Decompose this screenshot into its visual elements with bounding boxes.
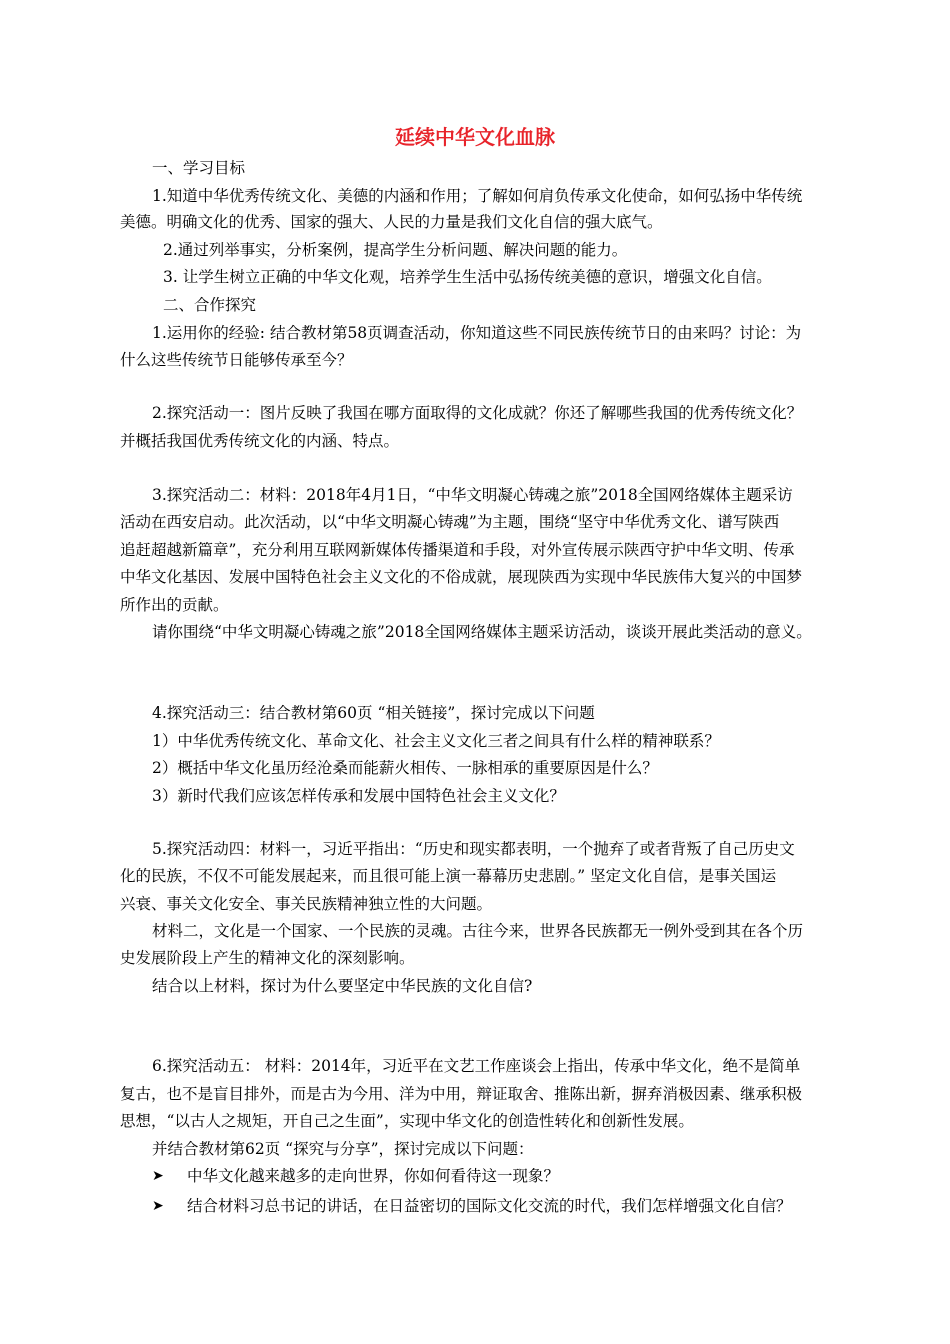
question-5-line-1: 5.探究活动四：材料一，习近平指出：“历史和现实都表明，一个抛弃了或者背叛了自己历史文 [152,840,795,858]
objective-1-line-1: 1.知道中华优秀传统文化、美德的内涵和作用；了解如何肩负传承文化使命，如何弘扬中华传统 [152,187,803,205]
objective-1-line-2: 美德。明确文化的优秀、国家的强大、人民的力量是我们文化自信的强大底气。 [120,213,663,231]
question-3-line-5: 所作出的贡献。 [120,596,229,614]
question-3-line-1: 3.探究活动二：材料：2018年4月1日，“中华文明凝心铸魂之旅”2018全国网络媒体主题采访 [152,486,793,504]
arrowhead-bullet-icon: ➤ [152,1168,164,1184]
question-4-item-1: 1）中华优秀传统文化、革命文化、社会主义文化三者之间具有什么样的精神联系？ [152,732,720,750]
question-5-line-4: 材料二，文化是一个国家、一个民族的灵魂。古往今来，世界各民族都无一例外受到其在各个历 [152,922,804,940]
question-3-prompt: 请你围绕“中华文明凝心铸魂之旅”2018全国网络媒体主题采访活动，谈谈开展此类活动的意义。 [152,623,812,641]
question-6-bullet-1: 中华文化越来越多的走向世界，你如何看待这一现象？ [187,1167,560,1185]
question-2-line-2: 并概括我国优秀传统文化的内涵、特点。 [120,432,400,450]
question-4-item-2: 2）概括中华文化虽历经沧桑而能薪火相传、一脉相承的重要原因是什么？ [152,759,658,777]
question-3-line-2: 活动在西安启动。此次活动，以“中华文明凝心铸魂”为主题，围绕“坚守中华优秀文化、谱写陕西 [120,513,780,531]
question-6-line-4: 并结合教材第62页 “探究与分享”，探讨完成以下问题： [152,1140,534,1158]
question-6-line-3: 思想，“以古人之规矩，开自己之生面”，实现中华文化的创造性转化和创新性发展。 [120,1112,694,1130]
question-2-line-1: 2.探究活动一：图片反映了我国在哪方面取得的文化成就？你还了解哪些我国的优秀传统文化？ [152,404,803,422]
question-5-line-5: 史发展阶段上产生的精神文化的深刻影响。 [120,949,415,967]
objective-2: 2.通过列举事实，分析案例，提高学生分析问题、解决问题的能力。 [163,241,628,259]
question-3-line-3: 追赶超越新篇章”，充分利用互联网新媒体传播渠道和手段，对外宣传展示陕西守护中华文明、传承 [120,541,795,559]
question-6-bullet-2: 结合材料习总书记的讲话，在日益密切的国际文化交流的时代，我们怎样增强文化自信？ [187,1197,792,1215]
page-title: 延续中华文化血脉 [395,125,555,149]
question-5-line-2: 化的民族，不仅不可能发展起来，而且很可能上演一幕幕历史悲剧。” 坚定文化自信，是事关国运 [120,867,777,885]
question-5-prompt: 结合以上材料，探讨为什么要坚定中华民族的文化自信? [152,977,533,995]
question-6-line-1: 6.探究活动五： 材料：2014年，习近平在文艺工作座谈会上指出，传承中华文化，绝不是简单 [152,1057,801,1075]
question-1-line-2: 什么这些传统节日能够传承至今？ [120,351,353,369]
question-5-line-3: 兴衰、事关文化安全、事关民族精神独立性的大问题。 [120,895,493,913]
question-4-item-3: 3）新时代我们应该怎样传承和发展中国特色社会主义文化？ [152,787,565,805]
question-3-line-4: 中华文化基因、发展中国特色社会主义文化的不俗成就，展现陕西为实现中华民族伟大复兴的中国梦 [120,568,803,586]
question-4-line-1: 4.探究活动三：结合教材第60页 “相关链接”，探讨完成以下问题 [152,704,595,722]
section-heading-inquiry: 二、合作探究 [163,296,257,314]
question-1-line-1: 1.运用你的经验: 结合教材第58页调查活动，你知道这些不同民族传统节日的由来吗？讨论：为 [152,324,802,342]
section-heading-objectives: 一、学习目标 [152,159,246,177]
question-6-line-2: 复古，也不是盲目排外，而是古为今用、洋为中用，辩证取舍、推陈出新，摒弃消极因素、继承积极 [120,1085,803,1103]
arrowhead-bullet-icon: ➤ [152,1198,164,1214]
objective-3: 3. 让学生树立正确的中华文化观，培养学生生活中弘扬传统美德的意识，增强文化自信。 [163,268,772,286]
